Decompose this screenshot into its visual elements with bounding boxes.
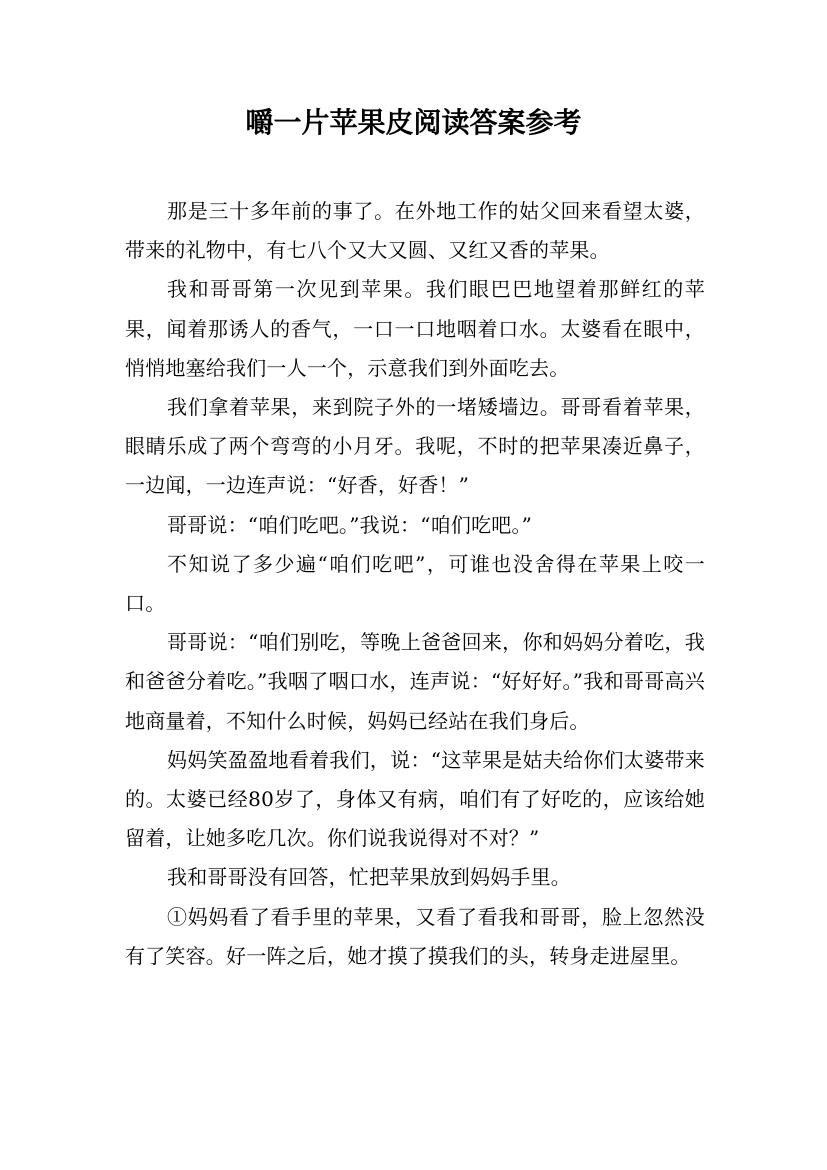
paragraph: 我们拿着苹果，来到院子外的一堵矮墙边。哥哥看着苹果，眼睛乐成了两个弯弯的小月牙。我呢，不时的把苹果凑近鼻子，一边闻，一边连声说：“好香，好香！” — [125, 395, 705, 498]
document-title: 嚼一片苹果皮阅读答案参考 — [245, 106, 582, 139]
paragraph: 妈妈笑盈盈地看着我们，说：“这苹果是姑夫给你们太婆带来的。太婆已经80岁了，身体又有病，咱们有了好吃的，应该给她留着，让她多吃几次。你们说我说得对不对？” — [125, 747, 705, 851]
paragraph: 我和哥哥第一次见到苹果。我们眼巴巴地望着那鲜红的苹果，闻着那诱人的香气，一口一口地咽着口水。太婆看在眼中，悄悄地塞给我们一人一个，示意我们到外面吃去。 — [125, 277, 705, 380]
paragraph: 那是三十多年前的事了。在外地工作的姑父回来看望太婆，带来的礼物中，有七八个又大又圆、又红又香的苹果。 — [125, 199, 705, 263]
document-body — [125, 192, 705, 976]
paragraph: 哥哥说：“咱们别吃，等晚上爸爸回来，你和妈妈分着吃，我和爸爸分着吃。”我咽了咽口水，连声说：“好好好。”我和哥哥高兴地商量着，不知什么时候，妈妈已经站在我们身后。 — [125, 630, 705, 733]
paragraph: 哥哥说：“咱们吃吧。”我说：“咱们吃吧。” — [167, 512, 533, 537]
paragraph: 我和哥哥没有回答，忙把苹果放到妈妈手里。 — [167, 865, 571, 890]
paragraph: 不知说了多少遍“咱们吃吧”，可谁也没舍得在苹果上咬一口。 — [125, 551, 705, 616]
paragraph: ①妈妈看了看手里的苹果，又看了看我和哥哥，脸上忽然没有了笑容。好一阵之后，她才摸了摸我们的头，转身走进屋里。 — [125, 904, 705, 968]
